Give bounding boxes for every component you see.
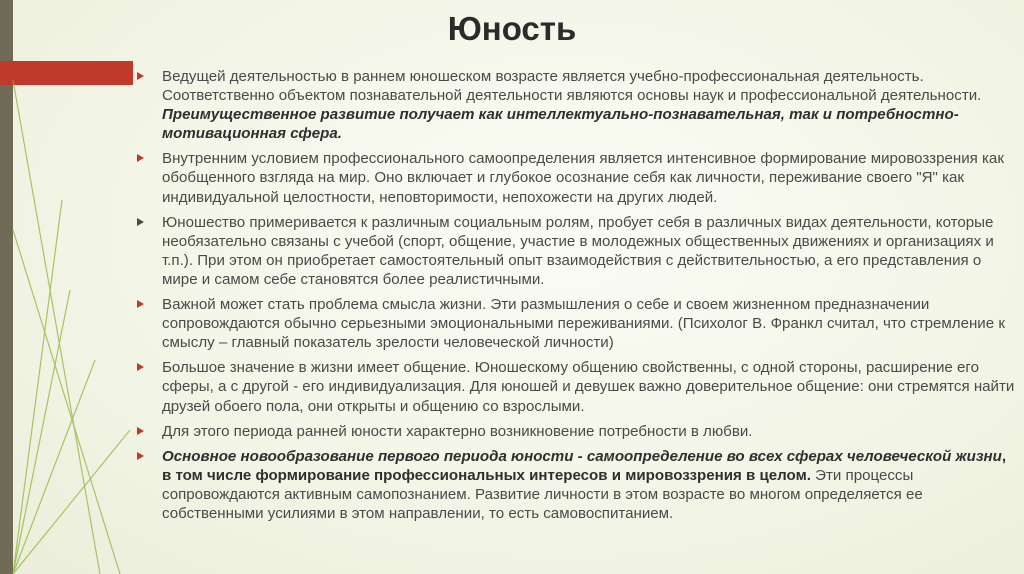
bullet-arrow-icon	[137, 218, 144, 226]
item-emphasis-bold: , в том числе формирование профессиональных интересов и мировоззрения в целом.	[162, 447, 1007, 484]
list-item	[137, 149, 1019, 206]
page-title: Юность	[447, 10, 577, 47]
bullet-arrow-icon	[137, 300, 144, 308]
bullet-arrow-icon	[137, 363, 144, 371]
bullet-arrow-icon	[137, 154, 144, 162]
item-text: Для этого периода ранней юности характерно возникновение потребности в любви.	[162, 422, 753, 440]
list-item	[137, 358, 1019, 415]
bullet-arrow-icon	[137, 452, 144, 460]
list-item	[137, 447, 1019, 523]
item-text: Ведущей деятельностью в раннем юношеском возрасте является учебно-профессиональная деятельность. Соответственно объектом познавательной деятельности являются основы наук и профессиональной деятельности.	[162, 68, 982, 105]
decorative-lines	[0, 0, 140, 574]
bullet-list	[137, 67, 1019, 529]
item-emphasis: Преимущественное развитие получает как интеллектуально-познавательная, так и потребностно-мотивационная сфера.	[162, 106, 959, 143]
item-text: Юношество примеривается к различным социальным ролям, пробует себя в различных видах деятельности, которые необязательно связаны с учебой (спорт, общение, участие в молодежных общественных движениях и организациях и т.п.). При этом он приобретает самостоятельный опыт взаимодействия с действительностью, а его представления о мире и самом себе становятся более реалистичными.	[162, 213, 994, 288]
bullet-arrow-icon	[137, 72, 144, 80]
list-item	[137, 213, 1019, 289]
bullet-arrow-icon	[137, 427, 144, 435]
item-text: Важной может стать проблема смысла жизни. Эти размышления о себе и своем жизненном предназначении сопровождаются обычно серьезными эмоциональными переживаниями. (Психолог В. Франкл считал, что стремление к смыслу – главный показатель зрелости человеческой личности)	[162, 296, 1005, 352]
list-item	[137, 67, 1019, 143]
item-text: Большое значение в жизни имеет общение. Юношескому общению свойственны, с одной стороны, расширение его сферы, а с другой - его индивидуализация. Для юношей и девушек важно доверительное общение: они стремятся найти друзей обоего пола, они открыты и общению со взрослыми.	[162, 359, 1015, 415]
item-text: Внутренним условием профессионального самоопределения является интенсивное формирование мировоззрения как обобщенного взгляда на мир. Оно включает и глубокое осознание себя как личности, переживание своего "Я" как индивидуальной целостности, неповторимости, непохожести на других людей.	[162, 150, 1004, 206]
item-text: Эти процессы сопровождаются активным самопознанием. Развитие личности в этом возрасте во многом определяется ее собственными усилиями в этом направлении, то есть самовоспитанием.	[162, 466, 923, 522]
list-item	[137, 422, 1019, 441]
item-emphasis: Основное новообразование первого периода юности - самоопределение во всех сферах человеческой жизни	[162, 447, 1002, 465]
list-item	[137, 295, 1019, 352]
